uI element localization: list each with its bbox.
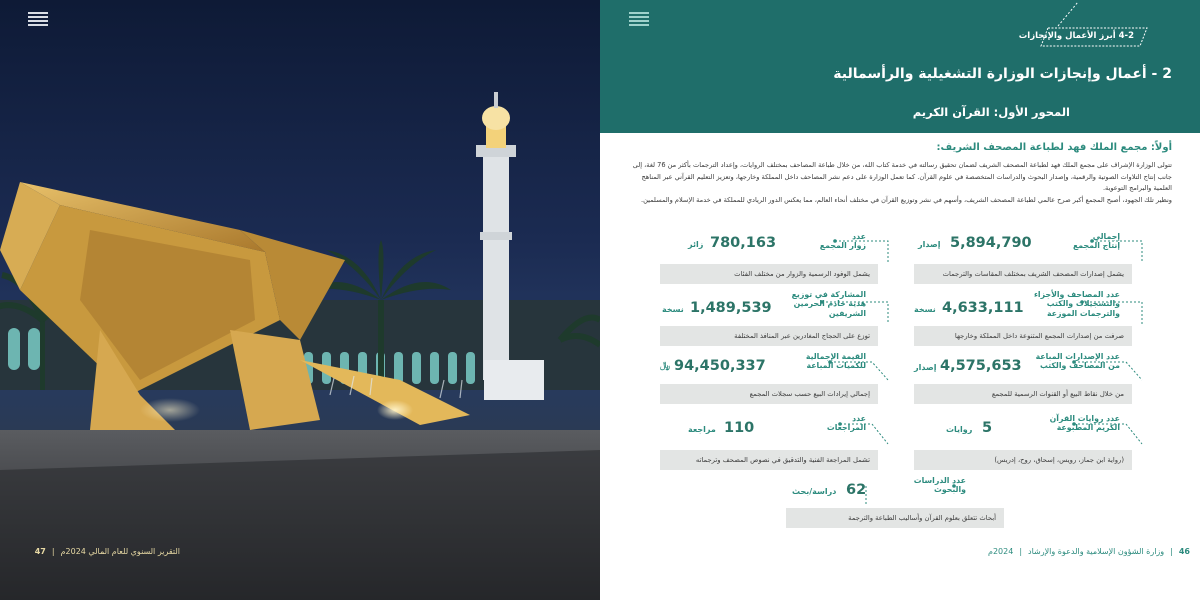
stat-description: إجمالي إيرادات البيع حسب سجلات المجمع [660,384,878,404]
stat-unit: نسخة [914,305,936,314]
stat-number: 4,633,111 [942,300,1024,316]
stat-description: توزع على الحجاج المغادرين عبر المنافذ المختلفة [660,326,878,346]
section-tag-label: 4-2 أبرز الأعمال والإنجازات [1018,31,1134,41]
stat-card-gift-distribution: المشاركة في توزيع هدية خادم الحرمين الشريفين 1,489,539 نسخة توزع على الحجاج المغادرين عبر المنافذ المختلفة [660,290,880,346]
stat-description: (رواية ابن جماز، رويس، إسحاق، روح، إدريس) [914,450,1132,470]
riyal-currency-icon: ﷼ [660,361,670,371]
decorative-line [1030,0,1100,30]
stat-unit: روايات [946,425,973,434]
stat-number: 4,575,653 [940,358,1022,374]
stat-unit: إصدار [918,240,941,249]
stat-description: يشمل الوفود الرسمية والزوار من مختلف الفئات [660,264,878,284]
stat-number: 62 [846,482,867,498]
left-footer-title: التقرير السنوي للعام المالي 2024م [60,547,180,556]
stat-number: 1,489,539 [690,300,772,316]
stat-unit: إصدار [914,363,937,372]
section-tag [1018,27,1148,47]
main-title: 2 - أعمال وإنجازات الوزارة التشغيلية والرأسمالية [833,66,1172,82]
right-content-page [600,0,1200,600]
stat-card-studies: عدد الدراسات والبحوث 62 دراسة/بحث أبحاث تتعلق بعلوم القرآن وأساليب الطباعة والترجمة [786,476,1006,528]
stat-number: 780,163 [710,235,777,251]
stat-unit: نسخة [662,305,684,314]
hamburger-menu-icon[interactable] [629,12,649,26]
stat-card-distributed: عدد المصاحف والأجزاء والتسجيلات والكتب والترجمات الموزعة 4,633,111 نسخة صرفت من إصدارات المجمع المتنوعة داخل المملكة وخارجها [914,290,1134,346]
stat-number: 5 [982,420,993,436]
stat-number: 110 [724,420,755,436]
stat-description: صرفت من إصدارات المجمع المتنوعة داخل المملكة وخارجها [914,326,1132,346]
stat-description: تشمل المراجعة الفنية والتدقيق في نصوص المصحف وترجماته [660,450,878,470]
stat-description: يشمل إصدارات المصحف الشريف بمختلف المقاسات والترجمات [914,264,1132,284]
stat-description: من خلال نقاط البيع أو القنوات الرسمية للمجمع [914,384,1132,404]
sub-heading: أولاً: مجمع الملك فهد لطباعة المصحف الشريف: [936,142,1172,153]
stat-card-sales-value: القيمة الإجمالية للكميات المباعة 94,450,337 ﷼ إجمالي إيرادات البيع حسب سجلات المجمع [660,352,880,404]
right-footer-title: وزارة الشؤون الإسلامية والدعوة والإرشاد [1028,547,1165,556]
stat-card-sold-publications: عدد الإصدارات المباعة من المصاحف والكتب 4,575,653 إصدار من خلال نقاط البيع أو القنوات الرسمية للمجمع [914,352,1134,404]
stat-card-narrations: عدد روايات القرآن الكريم المطبوعة 5 روايات (رواية ابن جماز، رويس، إسحاق، روح، إدريس) [914,414,1134,470]
left-page-footer: التقرير السنوي للعام المالي 2024م | 47 [34,547,180,556]
stat-number: 5,894,790 [950,235,1032,251]
axis-title: المحور الأول: القرآن الكريم [912,105,1070,119]
hamburger-menu-icon[interactable] [28,12,48,26]
stat-card-total-production: إجمالي إنتاج المجمع 5,894,790 إصدار يشمل إصدارات المصحف الشريف بمختلف المقاسات والترجمات [914,232,1134,284]
stat-card-visitors: عدد زوار المجمع 780,163 زائر يشمل الوفود الرسمية والزوار من مختلف الفئات [660,232,880,284]
right-footer-year: 2024م [988,547,1014,556]
right-page-number: 46 [1178,547,1190,556]
stat-card-reviews: عدد المراجعات 110 مراجعة تشمل المراجعة الفنية والتدقيق في نصوص المصحف وترجماته [660,414,880,470]
stat-unit: مراجعة [688,425,716,434]
right-page-footer: 46 | وزارة الشؤون الإسلامية والدعوة والإرشاد | 2024م [988,547,1190,556]
stat-unit: زائر [688,240,704,249]
stat-number: 94,450,337 [674,358,766,374]
intro-paragraph-2: ونظير تلك الجهود، أصبح المجمع أكبر صرح عالمي لطباعة المصحف الشريف، وأسهم في نشر وتوزيع القرآن في مختلف أنحاء العالم، مما يعكس الدور الريادي للمملكة في خدمة الإسلام والمسلمين. [640,195,1172,204]
intro-text [624,160,1172,206]
left-page-number: 47 [34,547,46,556]
stat-unit: دراسة/بحث [792,487,837,496]
stat-description: أبحاث تتعلق بعلوم القرآن وأساليب الطباعة والترجمة [786,508,1004,528]
intro-paragraph-1: تتولى الوزارة الإشراف على مجمع الملك فهد لطباعة المصحف الشريف لضمان تحقيق رسالته في خدمة كتاب الله، من خلال طباعة المصاحف بمختلف الروايات، وإعداد الترجمات بأكثر من 76 لغة، إلى جانب إنتاج التلاوات الصوتية والرقمية، وإصدار البحوث والدراسات المتخصصة في علوم القرآن. كما تعمل الوزارة على دعم نشر المصاحف داخل المملكة وخارجها، وتعزيز التعليم القرآني عبر المناهج العلمية والبرامج التوعوية. [632,161,1172,193]
